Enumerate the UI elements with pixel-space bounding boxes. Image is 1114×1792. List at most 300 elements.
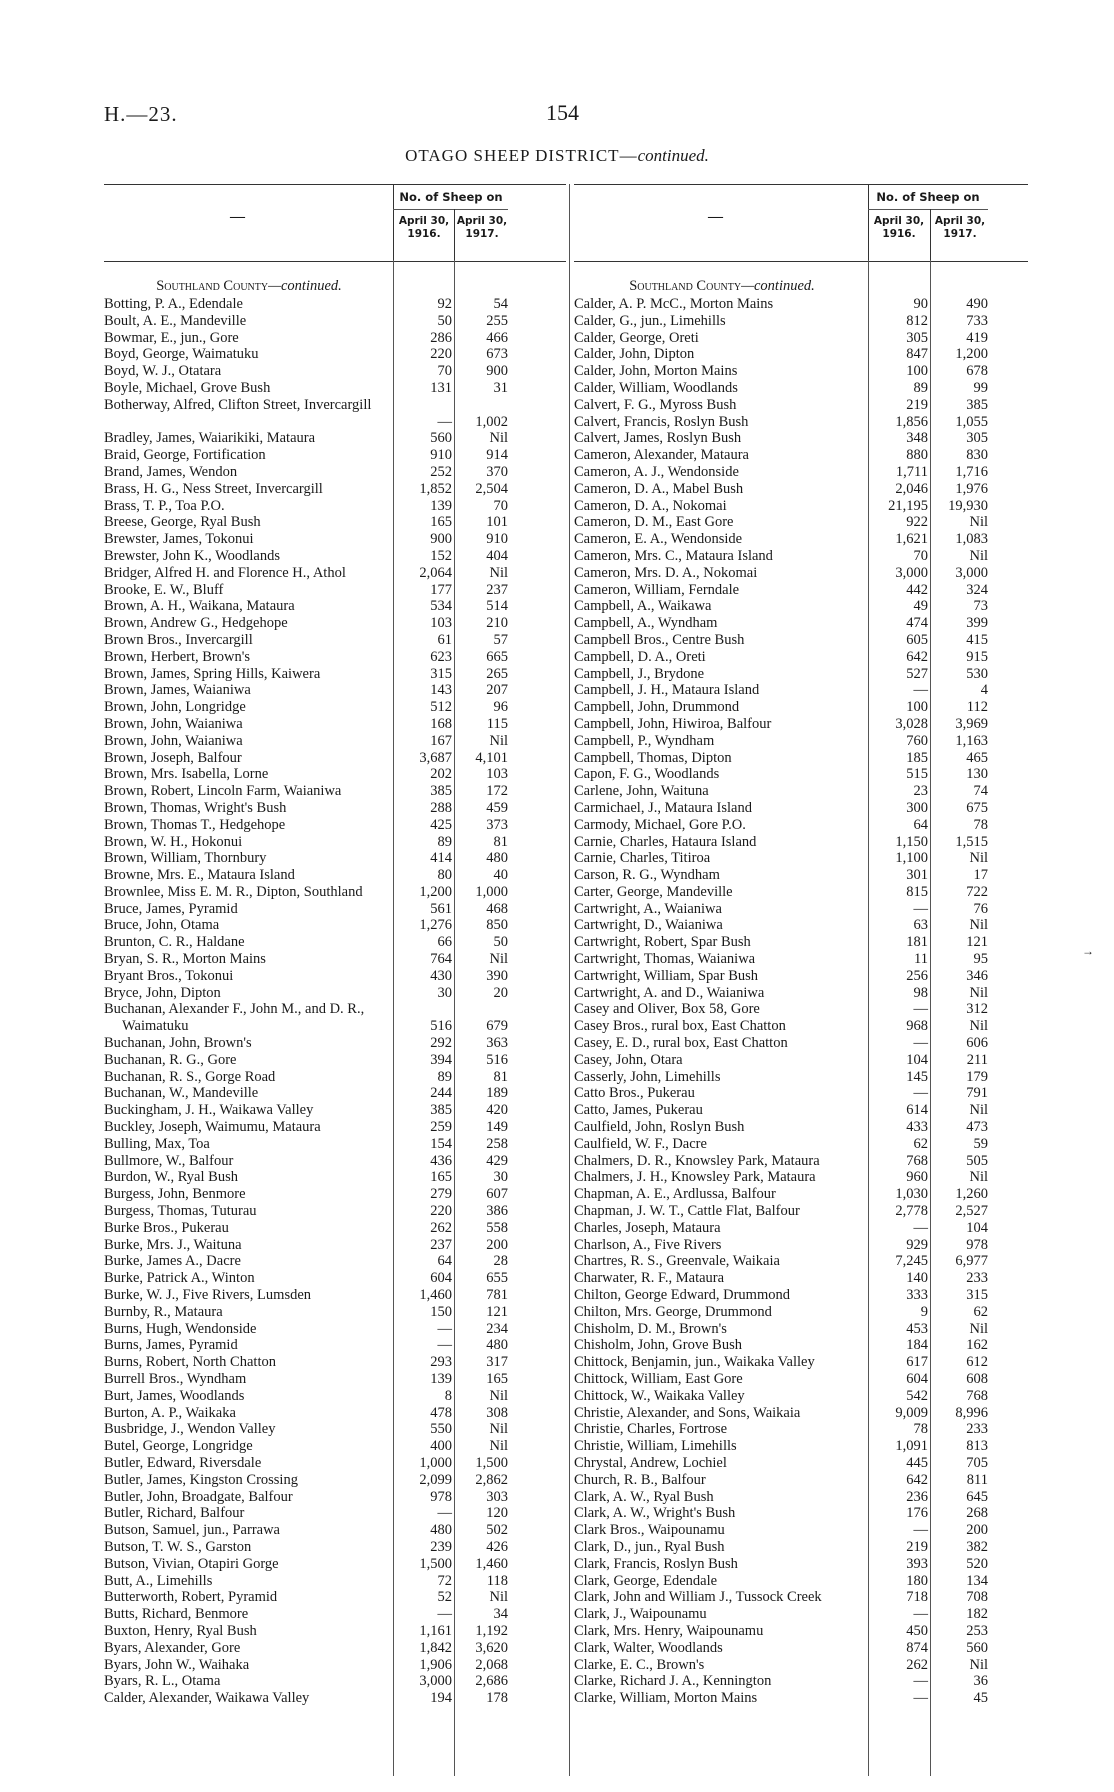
sheep-1916: 52 bbox=[437, 1589, 452, 1606]
table-row bbox=[574, 330, 1028, 347]
table-row bbox=[574, 1438, 1028, 1455]
sheep-1917: 200 bbox=[966, 1522, 988, 1539]
owner-name: Calder, A. P. McC., Morton Mains bbox=[574, 296, 774, 312]
table-row bbox=[574, 296, 1028, 313]
table-row bbox=[104, 867, 566, 884]
owner-name: Church, R. B., Balfour bbox=[574, 1471, 706, 1488]
title-main: OTAGO SHEEP DISTRICT— bbox=[405, 146, 638, 165]
owner-name: Clark, A. W., Ryal Bush bbox=[574, 1488, 714, 1505]
owner-name: Cartwright, A., Waianiwa bbox=[574, 900, 722, 917]
owner-name: Browne, Mrs. E., Mataura Island bbox=[104, 867, 295, 884]
sheep-1916: 400 bbox=[430, 1438, 452, 1455]
table-row bbox=[574, 699, 1028, 716]
sheep-1916: 516 bbox=[430, 1018, 452, 1035]
table-row bbox=[104, 548, 566, 565]
owner-name: Botherway, Alfred, Clifton Street, Invercargill bbox=[104, 396, 372, 413]
sheep-1916: 512 bbox=[430, 699, 452, 716]
owner-name: Cameron, E. A., Wendonside bbox=[574, 531, 743, 548]
sheep-1916: 9,009 bbox=[895, 1404, 928, 1421]
owner-name: Brown Bros., Invercargill bbox=[104, 631, 253, 648]
owner-name: Carnie, Charles, Titiroa bbox=[574, 850, 711, 867]
sheep-1917: 673 bbox=[486, 346, 508, 363]
table-row bbox=[574, 363, 1028, 380]
sheep-1917: Nil bbox=[969, 984, 988, 1001]
table-row bbox=[574, 632, 1028, 649]
sheep-1916: 642 bbox=[906, 648, 928, 665]
sheep-1916: 131 bbox=[430, 379, 452, 396]
owner-name: Buchanan, W., Mandeville bbox=[104, 1085, 259, 1102]
owner-name: Burke, Patrick A., Winton bbox=[104, 1270, 255, 1287]
owner-name: Brown, James, Waianiwa bbox=[104, 682, 251, 699]
sheep-1917: 258 bbox=[486, 1135, 508, 1152]
table-row bbox=[104, 1657, 566, 1674]
owner-name: Chalmers, J. H., Knowsley Park, Mataura bbox=[574, 1169, 816, 1186]
sheep-1916: 929 bbox=[906, 1236, 928, 1253]
table-row bbox=[104, 1371, 566, 1388]
table-row bbox=[104, 1321, 566, 1338]
sheep-1916: 385 bbox=[430, 783, 452, 800]
sheep-1917: 390 bbox=[486, 967, 508, 984]
left-table bbox=[104, 184, 566, 1707]
sheep-1916: 815 bbox=[906, 883, 928, 900]
sheep-1917: Nil bbox=[969, 1320, 988, 1337]
sheep-1917: 6,977 bbox=[955, 1253, 988, 1270]
owner-name: Clarke, William, Morton Mains bbox=[574, 1690, 758, 1707]
sheep-1917: 768 bbox=[966, 1387, 988, 1404]
owner-name: Butler, Edward, Riversdale bbox=[104, 1454, 262, 1471]
sheep-1917: 1,200 bbox=[955, 346, 988, 363]
owner-name: Bullmore, W., Balfour bbox=[104, 1152, 234, 1169]
table-row bbox=[574, 1304, 1028, 1321]
table-row bbox=[104, 1085, 566, 1102]
owner-name: Bulling, Max, Toa bbox=[104, 1135, 210, 1152]
table-row bbox=[104, 766, 566, 783]
table-row bbox=[574, 1673, 1028, 1690]
owner-name: Cartwright, William, Spar Bush bbox=[574, 967, 759, 984]
sheep-1916: 385 bbox=[430, 1102, 452, 1119]
table-row bbox=[574, 1421, 1028, 1438]
sheep-1916: 237 bbox=[430, 1236, 452, 1253]
sheep-1917: 468 bbox=[486, 900, 508, 917]
sheep-1917: 165 bbox=[486, 1371, 508, 1387]
sheep-1917: 103 bbox=[486, 766, 508, 783]
table-row bbox=[104, 1220, 566, 1237]
sheep-1917: 514 bbox=[486, 598, 508, 615]
owner-name: Casey, John, Otara bbox=[574, 1051, 683, 1068]
table-row bbox=[104, 598, 566, 615]
table-row bbox=[104, 397, 566, 431]
table-row bbox=[104, 464, 566, 481]
sheep-1917: 915 bbox=[966, 648, 988, 665]
owner-name: Buckley, Joseph, Waimumu, Mataura bbox=[104, 1119, 321, 1136]
owner-name: Carter, George, Mandeville bbox=[574, 883, 733, 900]
table-row bbox=[574, 850, 1028, 867]
owner-name: Bowmar, E., jun., Gore bbox=[104, 329, 239, 346]
sheep-count-heading: No. of Sheep on bbox=[876, 190, 980, 204]
owner-name: Butler, James, Kingston Crossing bbox=[104, 1471, 298, 1488]
sheep-1917: 655 bbox=[486, 1270, 508, 1287]
owner-name: Campbell, J., Brydone bbox=[574, 665, 705, 682]
col-1917-heading: April 30, 1917. bbox=[456, 215, 508, 240]
sheep-1917: 99 bbox=[973, 379, 988, 396]
owner-name: Bryce, John, Dipton bbox=[104, 984, 221, 1001]
owner-name: Buchanan, R. S., Gorge Road bbox=[104, 1068, 276, 1085]
sheep-1916: — bbox=[913, 1035, 928, 1052]
owner-name: Brown, Herbert, Brown's bbox=[104, 648, 250, 665]
sheep-1917: 505 bbox=[966, 1152, 988, 1169]
section-heading bbox=[104, 278, 394, 295]
owner-name: Cameron, Alexander, Mataura bbox=[574, 447, 749, 464]
sheep-1917: 429 bbox=[486, 1152, 508, 1169]
table-row bbox=[104, 1153, 566, 1170]
sheep-1917: 8,996 bbox=[955, 1404, 988, 1421]
table-row bbox=[574, 1035, 1028, 1052]
sheep-1916: 64 bbox=[913, 816, 928, 833]
owner-name: Brewster, John K., Woodlands bbox=[104, 547, 280, 564]
table-row bbox=[574, 531, 1028, 548]
owner-name: Brooke, E. W., Bluff bbox=[104, 581, 224, 598]
table-row bbox=[574, 615, 1028, 632]
sheep-1917: 415 bbox=[966, 631, 988, 648]
owner-name: Carmody, Michael, Gore P.O. bbox=[574, 816, 746, 833]
table-row bbox=[574, 1203, 1028, 1220]
section-continued: —continued. bbox=[741, 278, 815, 294]
owner-name: Burke, W. J., Five Rivers, Lumsden bbox=[104, 1287, 312, 1304]
sheep-1916: 1,200 bbox=[419, 883, 452, 900]
sheep-1917: 516 bbox=[486, 1051, 508, 1068]
table-row bbox=[574, 1522, 1028, 1539]
sheep-1917: 76 bbox=[973, 900, 988, 917]
sheep-1917: 179 bbox=[966, 1068, 988, 1085]
owner-name: Brown, Thomas T., Hedgehope bbox=[104, 816, 286, 833]
table-row bbox=[574, 598, 1028, 615]
sheep-1917: 308 bbox=[486, 1404, 508, 1421]
owner-name: Charles, Joseph, Mataura bbox=[574, 1219, 721, 1236]
owner-name: Buchanan, John, Brown's bbox=[104, 1035, 252, 1052]
table-row bbox=[104, 783, 566, 800]
sheep-1916: — bbox=[437, 413, 452, 430]
sheep-1916: 1,000 bbox=[419, 1454, 452, 1471]
sheep-1917: 104 bbox=[966, 1219, 988, 1236]
sheep-1916: 220 bbox=[430, 1203, 452, 1220]
owner-name: Brown, Mrs. Isabella, Lorne bbox=[104, 766, 269, 783]
table-row bbox=[574, 834, 1028, 851]
table-row bbox=[574, 682, 1028, 699]
sheep-1916: 152 bbox=[430, 547, 452, 564]
sheep-1917: 253 bbox=[966, 1622, 988, 1639]
sheep-1916: 433 bbox=[906, 1119, 928, 1136]
head-rule bbox=[868, 209, 988, 210]
owner-name: Chapman, A. E., Ardlussa, Balfour bbox=[574, 1186, 776, 1203]
owner-name: Chalmers, D. R., Knowsley Park, Mataura bbox=[574, 1152, 820, 1169]
sheep-1917: 17 bbox=[973, 867, 988, 884]
sheep-1916: 1,460 bbox=[419, 1287, 452, 1304]
owner-name: Buchanan, R. G., Gore bbox=[104, 1051, 237, 1068]
table-row bbox=[574, 1337, 1028, 1354]
sheep-1917: 149 bbox=[486, 1119, 508, 1136]
sheep-1917: 1,515 bbox=[955, 833, 988, 850]
sheep-1916: 98 bbox=[913, 984, 928, 1001]
sheep-1917: 315 bbox=[966, 1287, 988, 1304]
owner-name: Casey, E. D., rural box, East Chatton bbox=[574, 1035, 788, 1052]
sheep-1917: 70 bbox=[493, 497, 508, 514]
sheep-1917: 520 bbox=[966, 1555, 988, 1572]
owner-name: Clarke, Richard J. A., Kennington bbox=[574, 1673, 772, 1690]
sheep-1916: 900 bbox=[430, 531, 452, 548]
table-row bbox=[574, 901, 1028, 918]
sheep-1917: 101 bbox=[486, 514, 508, 531]
sheep-1917: 211 bbox=[966, 1051, 988, 1068]
owner-name: Charwater, R. F., Mataura bbox=[574, 1270, 725, 1287]
sheep-1916: 718 bbox=[906, 1589, 928, 1606]
sheep-1916: — bbox=[913, 1522, 928, 1539]
sheep-1917: 385 bbox=[966, 396, 988, 413]
sheep-1916: 1,100 bbox=[895, 850, 928, 867]
owner-name: Butterworth, Robert, Pyramid bbox=[104, 1589, 278, 1606]
owner-name: Boult, A. E., Mandeville bbox=[104, 312, 247, 329]
sheep-1917: Nil bbox=[969, 1656, 988, 1673]
table-row bbox=[104, 1489, 566, 1506]
sheep-1916: 259 bbox=[430, 1119, 452, 1136]
table-row bbox=[104, 313, 566, 330]
sheep-1916: 50 bbox=[437, 312, 452, 329]
owner-name: Casey Bros., rural box, East Chatton bbox=[574, 1018, 786, 1035]
sheep-1916: 23 bbox=[913, 783, 928, 800]
table-row bbox=[574, 733, 1028, 750]
sheep-1916: 2,064 bbox=[419, 564, 452, 581]
right-table-head bbox=[574, 184, 1028, 262]
sheep-1917: 502 bbox=[486, 1522, 508, 1539]
sheep-1917: 3,969 bbox=[955, 715, 988, 732]
sheep-1916: 150 bbox=[430, 1303, 452, 1320]
sheep-1916: 760 bbox=[906, 732, 928, 749]
sheep-1916: 874 bbox=[906, 1639, 928, 1656]
table-row bbox=[574, 884, 1028, 901]
sheep-1916: 103 bbox=[430, 615, 452, 632]
table-row bbox=[104, 800, 566, 817]
sheep-1916: 89 bbox=[437, 833, 452, 850]
owner-name: Charlson, A., Five Rivers bbox=[574, 1236, 722, 1253]
table-row bbox=[574, 1119, 1028, 1136]
sheep-1917: 1,460 bbox=[475, 1555, 508, 1572]
sheep-1916: 202 bbox=[430, 766, 452, 783]
sheep-1916: 642 bbox=[906, 1471, 928, 1488]
sheep-1917: 59 bbox=[973, 1135, 988, 1152]
table-row bbox=[574, 1237, 1028, 1254]
sheep-1917: 459 bbox=[486, 799, 508, 816]
owner-name: Brown, A. H., Waikana, Mataura bbox=[104, 598, 295, 615]
table-row bbox=[104, 1505, 566, 1522]
sheep-1917: 675 bbox=[966, 799, 988, 816]
sheep-1917: 722 bbox=[966, 883, 988, 900]
owner-name: Catto, James, Pukerau bbox=[574, 1102, 703, 1119]
sheep-1917: 30 bbox=[493, 1169, 508, 1186]
owner-name: Byars, John W., Waihaka bbox=[104, 1656, 250, 1673]
table-row bbox=[574, 1253, 1028, 1270]
sheep-1917: Nil bbox=[489, 564, 508, 581]
table-row bbox=[574, 447, 1028, 464]
table-row bbox=[104, 1455, 566, 1472]
column-divider bbox=[569, 184, 570, 1776]
sheep-1917: 346 bbox=[966, 967, 988, 984]
table-row bbox=[574, 649, 1028, 666]
table-row bbox=[104, 1640, 566, 1657]
owner-name: Bridger, Alfred H. and Florence H., Athol bbox=[104, 564, 346, 581]
owner-name: Campbell, John, Hiwiroa, Balfour bbox=[574, 715, 772, 732]
table-row bbox=[104, 447, 566, 464]
sheep-1917: 96 bbox=[493, 699, 508, 716]
table-row bbox=[104, 682, 566, 699]
sheep-1917: 268 bbox=[966, 1505, 988, 1522]
owner-name: Burton, A. P., Waikaka bbox=[104, 1404, 236, 1421]
sheep-1916: 614 bbox=[906, 1102, 928, 1119]
table-row bbox=[104, 1589, 566, 1606]
sheep-1917: 233 bbox=[966, 1270, 988, 1287]
sheep-1916: 49 bbox=[913, 598, 928, 615]
table-row bbox=[574, 766, 1028, 783]
sheep-1917: 62 bbox=[973, 1303, 988, 1320]
sheep-1917: 733 bbox=[966, 312, 988, 329]
sheep-1917: Nil bbox=[969, 1018, 988, 1035]
table-row bbox=[104, 1522, 566, 1539]
owner-name: Burke, Mrs. J., Waituna bbox=[104, 1236, 242, 1253]
owner-name: Butler, John, Broadgate, Balfour bbox=[104, 1488, 293, 1505]
sheep-1917: 420 bbox=[486, 1102, 508, 1119]
sheep-1917: 207 bbox=[486, 682, 508, 699]
sheep-1916: 960 bbox=[906, 1169, 928, 1186]
owner-name: Butts, Richard, Benmore bbox=[104, 1606, 249, 1623]
table-row bbox=[104, 1186, 566, 1203]
col-1916-heading: April 30, 1916. bbox=[873, 215, 925, 240]
sheep-1916: — bbox=[437, 1320, 452, 1337]
sheep-1917: 1,083 bbox=[955, 531, 988, 548]
table-row bbox=[104, 985, 566, 1002]
sheep-1917: 665 bbox=[486, 648, 508, 665]
sheep-1917: 237 bbox=[486, 581, 508, 598]
table-row bbox=[574, 1505, 1028, 1522]
sheep-1917: 28 bbox=[493, 1253, 508, 1270]
sheep-1917: 255 bbox=[486, 312, 508, 329]
table-row bbox=[574, 514, 1028, 531]
table-row bbox=[574, 430, 1028, 447]
sheep-1916: 9 bbox=[920, 1303, 928, 1320]
sheep-1916: — bbox=[913, 1673, 928, 1690]
owner-name: Catto Bros., Pukerau bbox=[574, 1085, 695, 1102]
sheep-1917: 781 bbox=[486, 1287, 508, 1304]
sheep-1916: 140 bbox=[906, 1270, 928, 1287]
table-row bbox=[574, 817, 1028, 834]
sheep-1916: 63 bbox=[913, 917, 928, 934]
sheep-1917: Nil bbox=[489, 1421, 508, 1438]
sheep-1916: 219 bbox=[906, 1538, 928, 1555]
owner-name: Butler, Richard, Balfour bbox=[104, 1505, 245, 1522]
sheep-1917: 3,620 bbox=[475, 1639, 508, 1656]
sheep-1916: 414 bbox=[430, 850, 452, 867]
sheep-1916: 768 bbox=[906, 1152, 928, 1169]
sheep-1916: 764 bbox=[430, 951, 452, 968]
owner-name: Boyd, W. J., Otatara bbox=[104, 363, 222, 380]
owner-name: Clark, John and William J., Tussock Creek bbox=[574, 1589, 822, 1606]
table-row bbox=[574, 414, 1028, 431]
sheep-1916: 300 bbox=[906, 799, 928, 816]
sheep-1916: 252 bbox=[430, 463, 452, 480]
sheep-1917: 608 bbox=[966, 1371, 988, 1387]
owner-name: Chrystal, Andrew, Lochiel bbox=[574, 1454, 727, 1471]
edge-mark: → bbox=[1082, 944, 1094, 958]
sheep-1916: 104 bbox=[906, 1051, 928, 1068]
owner-name: Byars, Alexander, Gore bbox=[104, 1639, 241, 1656]
owner-name: Burt, James, Woodlands bbox=[104, 1387, 245, 1404]
sheep-1916: 561 bbox=[430, 900, 452, 917]
table-row bbox=[574, 1405, 1028, 1422]
sheep-1916: 62 bbox=[913, 1135, 928, 1152]
table-row bbox=[104, 968, 566, 985]
table-row bbox=[104, 498, 566, 515]
owner-name: Brown, Joseph, Balfour bbox=[104, 749, 242, 766]
table-row bbox=[104, 615, 566, 632]
owner-name: Chisholm, D. M., Brown's bbox=[574, 1320, 727, 1337]
table-row bbox=[104, 834, 566, 851]
sheep-1917: 404 bbox=[486, 547, 508, 564]
sheep-1917: 118 bbox=[486, 1572, 508, 1589]
table-row bbox=[574, 1001, 1028, 1018]
sheep-1917: 606 bbox=[966, 1035, 988, 1052]
owner-name: Chilton, George Edward, Drummond bbox=[574, 1287, 790, 1304]
sheep-1917: 490 bbox=[966, 296, 988, 312]
sheep-1916: 100 bbox=[906, 363, 928, 380]
owner-name: Burke, James A., Dacre bbox=[104, 1253, 241, 1270]
owner-name: Campbell, A., Waikawa bbox=[574, 598, 712, 615]
sheep-1917: 182 bbox=[966, 1606, 988, 1623]
table-row bbox=[574, 565, 1028, 582]
owner-name: Chittock, Benjamin, jun., Waikaka Valley bbox=[574, 1354, 815, 1371]
sheep-1916: 527 bbox=[906, 665, 928, 682]
sheep-1916: — bbox=[437, 1505, 452, 1522]
sheep-1916: 305 bbox=[906, 329, 928, 346]
owner-name: Brown, W. H., Hokonui bbox=[104, 833, 243, 850]
owner-name: Burns, James, Pyramid bbox=[104, 1337, 238, 1354]
sheep-1917: 1,000 bbox=[475, 883, 508, 900]
owner-name: Buchanan, Alexander F., John M., and D. R., Waimatuku bbox=[104, 1001, 365, 1035]
owner-name: Carson, R. G., Wyndham bbox=[574, 867, 720, 884]
table-row bbox=[104, 296, 566, 313]
table-row bbox=[104, 733, 566, 750]
sheep-1916: 560 bbox=[430, 430, 452, 447]
owner-name: Carmichael, J., Mataura Island bbox=[574, 799, 752, 816]
sheep-1916: 64 bbox=[437, 1253, 452, 1270]
owner-name: Bradley, James, Waiarikiki, Mataura bbox=[104, 430, 316, 447]
table-row bbox=[574, 397, 1028, 414]
sheep-1917: 679 bbox=[486, 1018, 508, 1035]
table-row bbox=[574, 1556, 1028, 1573]
sheep-1917: 312 bbox=[966, 1001, 988, 1018]
sheep-1917: 162 bbox=[966, 1337, 988, 1354]
table-row bbox=[104, 1035, 566, 1052]
owner-name: Campbell, J. H., Mataura Island bbox=[574, 682, 760, 699]
sheep-1916: 394 bbox=[430, 1051, 452, 1068]
head-divider bbox=[454, 209, 455, 261]
sheep-1917: 172 bbox=[486, 783, 508, 800]
table-row bbox=[574, 1455, 1028, 1472]
table-row bbox=[104, 1001, 566, 1035]
sheep-1916: 154 bbox=[430, 1135, 452, 1152]
table-row bbox=[104, 1119, 566, 1136]
sheep-1916: 604 bbox=[430, 1270, 452, 1287]
sheep-1917: 121 bbox=[966, 934, 988, 951]
sheep-1916: 617 bbox=[906, 1354, 928, 1371]
table-row bbox=[104, 850, 566, 867]
sheep-1917: 210 bbox=[486, 615, 508, 632]
